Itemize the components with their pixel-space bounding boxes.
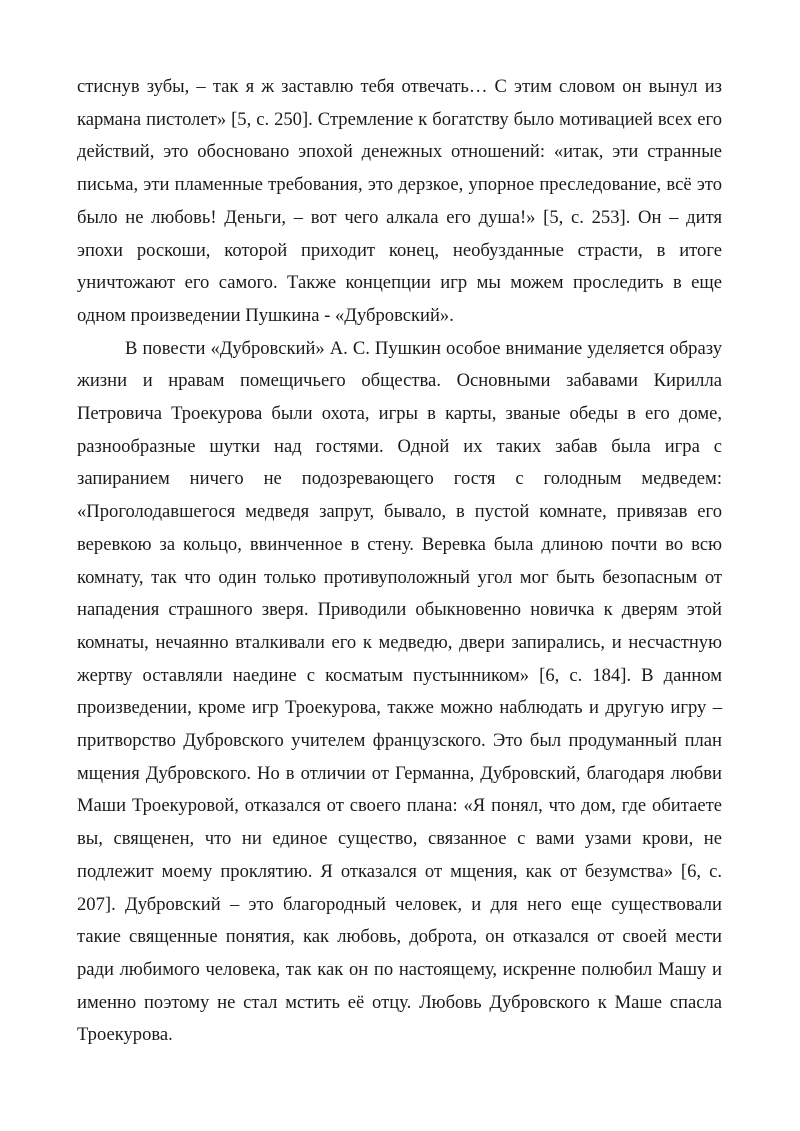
paragraph-dubrovsky: В повести «Дубровский» А. С. Пушкин особое внимание уделяется образу жизни и нравам помещичьего общества. Основными забавами Кирилла Петровича Троекурова были охота, игры в карты, званые обеды в его доме, разнообразные шутки над гостями. Одной их таких забав была игра с запиранием ничего не подозревающего гостя с голодным медведем: «Проголодавшегося медведя запрут, бывало, в пустой комнате, привязав его веревкою за кольцо, ввинченное в стену. Веревка была длиною почти во всю комнату, так что один только противуположный угол мог быть безопасным от нападения страшного зверя. Приводили обыкновенно новичка к дверям этой комнаты, нечаянно вталкивали его к медведю, двери запирались, и несчастную жертву оставляли наедине с косматым пустынником» [6, с. 184]. В данном произведении, кроме игр Троекурова, также можно наблюдать и другую игру – притворство Дубровского учителем французского. Это был продуманный план мщения Дубровского. Но в отличии от Германна, Дубровский, благодаря любви Маши Троекуровой, отказался от своего плана: «Я понял, что дом, где обитаете вы, священен, что ни единое существо, связанное с вами узами крови, не подлежит моему проклятию. Я отказался от мщения, как от безумства» [6, с. 207]. Дубровский – это благородный человек, и для него еще существовали такие священные понятия, как любовь, доброта, он отказался от своей мести ради любимого человека, так как он по настоящему, искренне полюбил Машу и именно поэтому не стал мстить её отцу. Любовь Дубровского к Маше спасла Троекурова.: [77, 337, 722, 1046]
body-text: [77, 71, 722, 1052]
paragraph-continuation: стиснув зубы, – так я ж заставлю тебя отвечать… С этим словом он вынул из кармана пистолет» [5, с. 250]. Стремление к богатству было мотивацией всех его действий, это обосновано эпохой денежных отношений: «итак, эти странные письма, эти пламенные требования, это дерзкое, упорное преследование, всё это было не любовь! Деньги, – вот чего алкала его душа!» [5, с. 253]. Он – дитя эпохи роскоши, которой приходит конец, необузданные страсти, в итоге уничтожают его самого. Также концепции игр мы можем проследить в еще одном произведении Пушкина - «Дубровский».: [77, 76, 722, 326]
